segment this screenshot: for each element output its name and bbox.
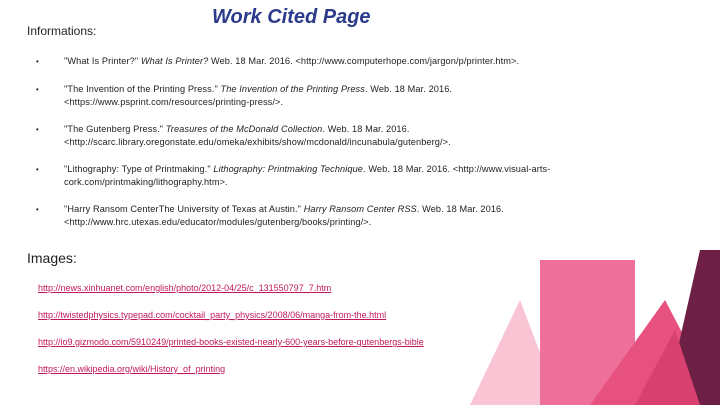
citation-title: Treasures of the McDonald Collection bbox=[165, 124, 323, 134]
image-link[interactable]: https://en.wikipedia.org/wiki/History_of_printing bbox=[38, 364, 226, 374]
citation-list bbox=[36, 55, 616, 229]
citation-source: . Web. 18 Mar. 2016. <http://scarc.library.oregonstate.edu/omeka/exhibits/show/mcdonald/incunabula/gutenberg/>. bbox=[64, 124, 451, 147]
citation-item bbox=[36, 83, 616, 109]
citation-text: "What Is Printer?" bbox=[64, 56, 141, 66]
citation-title: The Invention of the Printing Press bbox=[220, 84, 365, 94]
image-link[interactable]: http://news.xinhuanet.com/english/photo/2012-04/25/c_131550797_7.htm bbox=[38, 283, 332, 293]
citation-text: "The Gutenberg Press." bbox=[64, 124, 166, 134]
image-link[interactable]: http://io9.gizmodo.com/5910249/printed-books-existed-nearly-600-years-before-gutenbergs-bible bbox=[38, 337, 424, 347]
citation-text: "Lithography: Type of Printmaking." bbox=[64, 164, 214, 174]
citation-title: Harry Ransom Center RSS bbox=[303, 204, 417, 214]
bullet-icon: • bbox=[36, 85, 39, 94]
bullet-icon: • bbox=[36, 57, 39, 66]
image-link-list bbox=[38, 283, 424, 391]
citation-title: Lithography: Printmaking Technique bbox=[213, 164, 364, 174]
citation-item bbox=[36, 123, 616, 149]
citation-source: . Web. 18 Mar. 2016. <http://www.visual-arts-cork.com/printmaking/lithography.htm>. bbox=[64, 164, 551, 187]
citation-title: What Is Printer? bbox=[140, 56, 209, 66]
citation-text: "Harry Ransom CenterThe University of Texas at Austin." bbox=[64, 204, 304, 214]
bullet-icon: • bbox=[36, 125, 39, 134]
citation-item bbox=[36, 55, 616, 68]
bullet-icon: • bbox=[36, 165, 39, 174]
citation-text: "The Invention of the Printing Press." bbox=[64, 84, 221, 94]
citation-source: . Web. 18 Mar. 2016. <http://www.hrc.utexas.edu/educator/modules/gutenberg/books/printing/>. bbox=[64, 204, 504, 227]
citation-item bbox=[36, 163, 616, 189]
bullet-icon: • bbox=[36, 205, 39, 214]
informations-label: Informations: bbox=[27, 24, 97, 38]
page-title: Work Cited Page bbox=[212, 6, 371, 28]
citation-source: . Web. 18 Mar. 2016. <https://www.psprint.com/resources/printing-press/>. bbox=[64, 84, 453, 107]
image-link[interactable]: http://twistedphysics.typepad.com/cocktail_party_physics/2008/06/manga-from-the.html bbox=[38, 310, 387, 320]
citation-item bbox=[36, 203, 616, 229]
images-label: Images: bbox=[27, 250, 77, 266]
citation-source: Web. 18 Mar. 2016. <http://www.computerhope.com/jargon/p/printer.htm>. bbox=[208, 56, 520, 66]
